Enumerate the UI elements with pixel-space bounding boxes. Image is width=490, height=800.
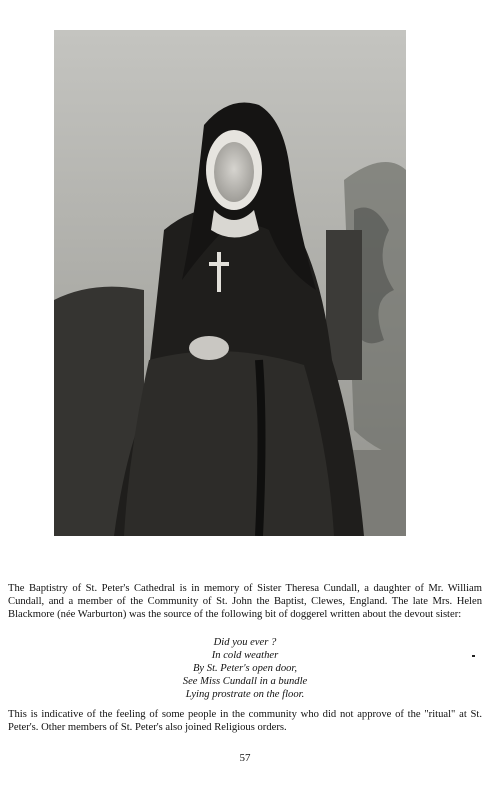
page-number: 57 (239, 752, 251, 764)
poem-line: Lying prostrate on the floor. (185, 689, 305, 700)
paragraph-indicative: This is indicative of the feeling of some people in the community who did not approve of the "ritual" at St. Peter's. Other members of St. Peter's also joined Religious orders. (8, 709, 482, 733)
poem-line: Did you ever ? (213, 637, 277, 648)
poem-line: By St. Peter's open door, (192, 663, 298, 674)
poem-line: See Miss Cundall in a bundle (182, 676, 308, 687)
nun-portrait-photo (54, 30, 406, 536)
scan-speck (472, 655, 475, 657)
poem-line: In cold weather (211, 650, 279, 661)
doggerel-poem (0, 636, 490, 701)
paragraph-baptistry: The Baptistry of St. Peter's Cathedral is in memory of Sister Theresa Cundall, a daughter of Mr. William Cundall, and a member of the Community of St. John the Baptist, Clewes, England. The late Mrs. Helen Blackmore (née Warburton) was the source of the following bit of doggerel written about the devout sister: (8, 583, 482, 620)
nun-portrait-icon (54, 30, 406, 536)
